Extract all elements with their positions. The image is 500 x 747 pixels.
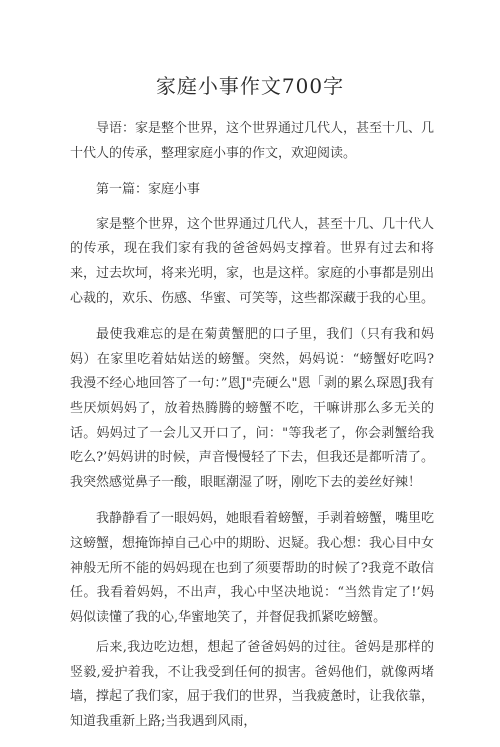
intro-paragraph: 导语：家是整个世界，这个世界通过几代人，甚至十几、几十代人的传承，整理家庭小事的作文，欢迎阅读。: [70, 121, 435, 161]
body-paragraph: 我静静看了一眼妈妈，她眼看着螃蟹，手剥着螃蟹，嘴里吃这螃蟹，想掩饰掉自己心中的期盼、迟疑。我心想：我心目中女神般无所不能的妈妈现在也到了须要帮助的时候了?我竟不敢信任。我看着妈妈，不出声，我心中坚决地说：“当然肯定了!’妈妈似读懂了我的心,华蜜地笑了，并督促我抓紧吃螃蟹。: [70, 511, 435, 625]
section-heading: 第一篇：家庭小事: [96, 182, 201, 198]
body-paragraph: 后来,我边吃边想，想起了爸爸妈妈的过往。爸妈是那样的竖毅,爱护着我，不让我受到任何的损害。爸妈他们，就像两堵墙，撑起了我们家，屈于我们的世界，当我疲惫时，让我依靠，知道我重新上路;当我遇到风雨，: [70, 640, 435, 730]
document-title: 家庭小事作文700字: [155, 74, 345, 98]
body-paragraph: 家是整个世界，这个世界通过几代人，甚至十几、几十代人的传承，现在我们家有我的爸爸妈妈支撑着。世界有过去和将来，过去坎坷，将来光明，家，也是这样。家庭的小事都是别出心裁的，欢乐、伤感、华蜜、可笑等，这些都深藏于我的心里。: [70, 216, 435, 306]
body-paragraph: 最使我难忘的是在菊黄蟹肥的口子里，我们（只有我和妈妈）在家里吃着姑姑送的螃蟹。突然，妈妈说：“螃蟹好吃吗?我漫不经心地回答了一句：”恩J"壳硬么"恩「剥的累么琛恩J我有些厌烦妈妈了，放着热腾腾的螃蟹不吃，干嘛讲那么多无关的话。妈妈过了一会儿又开口了，问："等我老了，你会剥蟹给我吃么?’妈妈讲的时候，声音慢慢轻了下去，但我还是都听清了。我突然感觉鼻子一酸，眼眶潮湿了呀，刚吃下去的姜丝好辣！: [70, 327, 434, 490]
document-body: [70, 117, 434, 747]
